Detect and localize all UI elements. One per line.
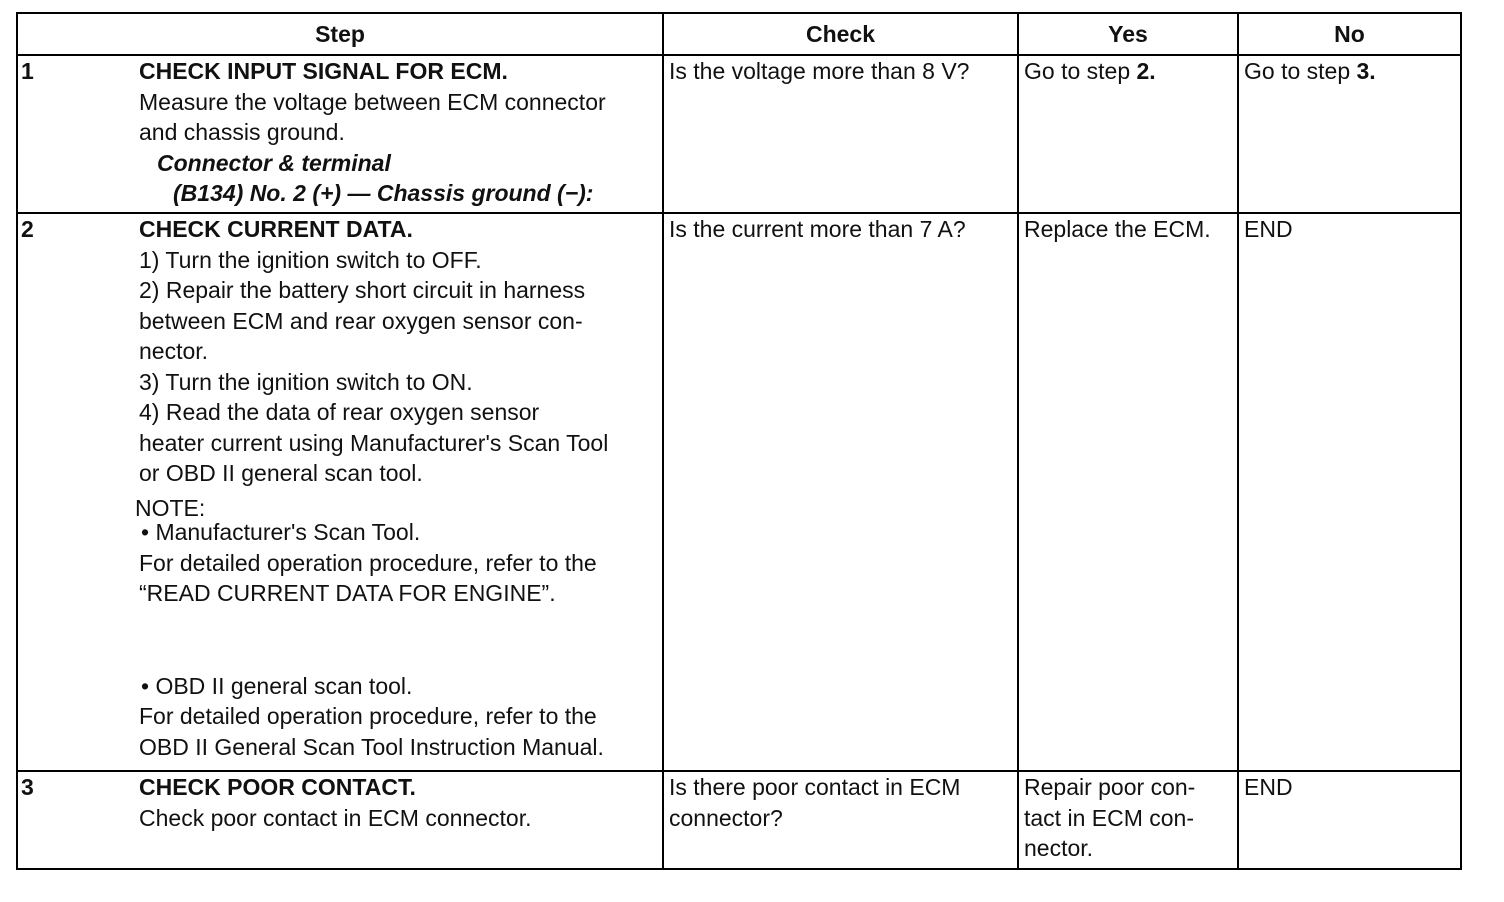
yes-text: Go to step xyxy=(1024,58,1137,84)
step-line: Check poor contact in ECM connector. xyxy=(139,804,532,831)
note-label: NOTE: xyxy=(135,494,206,521)
yes-step-link: 2. xyxy=(1136,58,1156,84)
step-number: 2 xyxy=(21,216,34,242)
step-title: CHECK INPUT SIGNAL FOR ECM. xyxy=(139,58,508,84)
header-check: Check xyxy=(663,13,1018,55)
note-line: “READ CURRENT DATA FOR ENGINE”. xyxy=(139,580,556,606)
step-cell xyxy=(17,771,663,869)
connector-terminal: (B134) No. 2 (+) — Chassis ground (−): xyxy=(173,180,594,206)
no-cell: END xyxy=(1238,213,1461,771)
note-line: OBD II General Scan Tool Instruction Manual. xyxy=(139,733,604,760)
no-cell: END xyxy=(1238,771,1461,869)
step-line: Measure the voltage between ECM connector xyxy=(139,88,606,115)
yes-line: tact in ECM con- xyxy=(1024,804,1194,831)
table-row xyxy=(17,55,1461,213)
header-yes: Yes xyxy=(1018,13,1238,55)
step-cell xyxy=(17,213,663,771)
note-line: For detailed operation procedure, refer to the xyxy=(139,549,597,576)
step-line: and chassis ground. xyxy=(139,119,345,145)
step-line: between ECM and rear oxygen sensor con- xyxy=(139,307,583,334)
check-cell: Is the current more than 7 A? xyxy=(663,213,1018,771)
step-line: 2) Repair the battery short circuit in harness xyxy=(139,277,586,303)
no-step-link: 3. xyxy=(1356,58,1376,84)
connector-title: Connector & terminal xyxy=(157,149,391,176)
diagnostic-table xyxy=(16,12,1462,870)
step-line: 3) Turn the ignition switch to ON. xyxy=(139,368,473,395)
step-title: CHECK CURRENT DATA. xyxy=(139,216,413,242)
check-line: connector? xyxy=(669,804,783,831)
table-row xyxy=(17,213,1461,771)
table-row xyxy=(17,771,1461,869)
step-line: or OBD II general scan tool. xyxy=(139,460,423,486)
check-cell xyxy=(663,771,1018,869)
step-content xyxy=(135,214,661,762)
note-bullet: • Manufacturer's Scan Tool. xyxy=(141,519,421,545)
yes-line: nector. xyxy=(1024,835,1094,861)
step-content xyxy=(139,56,661,209)
check-line: Is there poor contact in ECM xyxy=(669,774,961,800)
header-row xyxy=(17,13,1461,55)
step-line: heater current using Manufacturer's Scan Tool xyxy=(139,429,609,456)
step-line: nector. xyxy=(139,338,209,364)
yes-line: Repair poor con- xyxy=(1024,774,1196,800)
note-line: For detailed operation procedure, refer to the xyxy=(139,703,597,729)
step-line: 1) Turn the ignition switch to OFF. xyxy=(139,246,482,273)
note-bullet: • OBD II general scan tool. xyxy=(141,672,413,699)
no-text: Go to step xyxy=(1244,58,1357,84)
step-line: 4) Read the data of rear oxygen sensor xyxy=(139,399,540,425)
yes-cell xyxy=(1018,771,1238,869)
no-cell xyxy=(1238,55,1461,213)
step-number: 1 xyxy=(21,58,34,84)
spacer xyxy=(139,609,661,671)
header-no: No xyxy=(1238,13,1461,55)
check-cell: Is the voltage more than 8 V? xyxy=(663,55,1018,213)
yes-cell xyxy=(1018,55,1238,213)
header-step: Step xyxy=(17,13,663,55)
step-content xyxy=(139,772,661,833)
step-title: CHECK POOR CONTACT. xyxy=(139,774,416,800)
step-cell xyxy=(17,55,663,213)
step-number: 3 xyxy=(21,774,34,800)
yes-cell: Replace the ECM. xyxy=(1018,213,1238,771)
